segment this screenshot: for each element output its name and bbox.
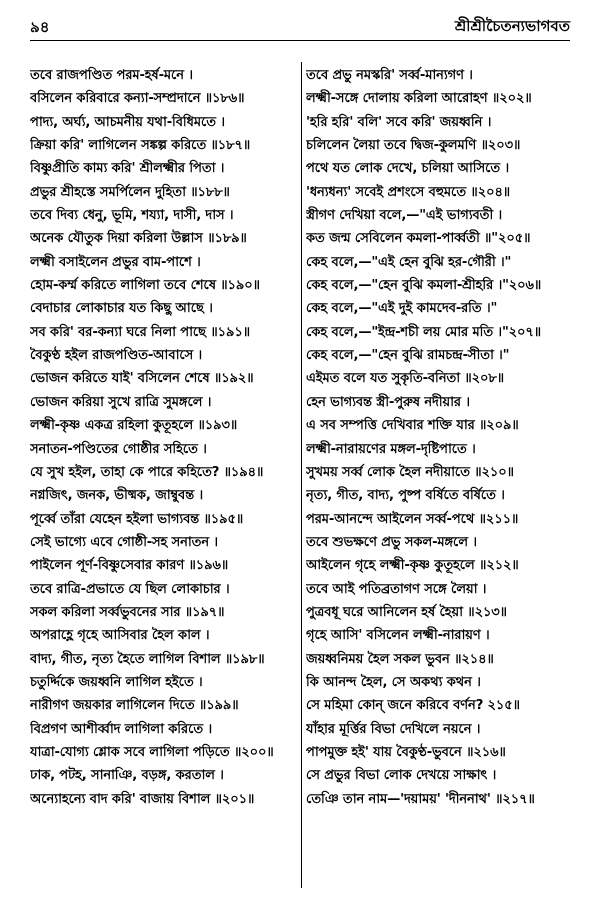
verse-line: বসিলেন করিবারে কন্যা-সম্প্রদানে ॥১৮৬॥ [30,91,245,107]
verse-line: গৃহে আসি' বসিলেন লক্ষ্মী-নারায়ণ । [306,628,490,644]
verse-line: স্ত্রীগণ দেখিয়া বলে,—"এই ভাগ্যবতী । [306,208,502,224]
verse-line: সব করি' বর-কন্যা ঘরে নিলা পাছে ॥১৯১॥ [30,324,250,340]
verse-line: কি আনন্দ হৈল, সে অকথ্য কথন । [306,674,481,690]
verse-line: নৃত্য, গীত, বাদ্য, পুষ্প বর্ষিতে বর্ষিতে । [306,488,505,504]
verse-line: পথে যত লোক দেখে, চলিয়া আসিতে । [306,161,509,177]
verse-line: বেদাচার লোকাচার যত কিছু আছে । [30,301,213,317]
verse-line: পাইলেন পূর্ণ-বিষ্ণুসেবার কারণ ॥১৯৬॥ [30,558,229,574]
verse-line: লক্ষ্মী-সঙ্গে দোলায় করিলা আরোহণ ॥২০২॥ [306,91,532,107]
verse-line: অপরাহ্ণে গৃহে আসিবার হৈল কাল । [30,628,210,644]
verse-line: যাঁহার মূর্ত্তির বিভা দেখিলে নয়নে । [306,721,481,737]
left-verse-column [30,64,298,811]
page-header [30,12,570,40]
verse-line: অন্যোহন্যে বাদ করি' বাজায় বিশাল ॥২০১॥ [30,791,255,807]
verse-line: বাদ্য, গীত, নৃত্য হৈতে লাগিল বিশাল ॥১৯৮॥ [30,651,265,667]
verse-line: যাত্রা-যোগ্য শ্লোক সবে লাগিলা পড়িতে ॥২০০॥ [30,744,274,760]
verse-line: পাদ্য, অর্ঘ্য, আচমনীয় যথা-বিধিমতে । [30,114,225,130]
verse-line: পূর্ব্বে তাঁরা যেহেন হইলা ভাগ্যবন্ত ॥১৯৫॥ [30,511,244,527]
verse-line: সেই ভাগ্যে এবে গোষ্ঠী-সহ সনাতন । [30,534,218,550]
verse-line: লক্ষ্মী-কৃষ্ণ একত্র রহিলা কুতূহলে ॥১৯৩॥ [30,418,238,434]
page-number: ৯৪ [30,18,50,36]
verse-line: চতুর্দ্দিকে জয়ধ্বনি লাগিল হইতে । [30,674,203,690]
verse-line: নারীগণ জয়কার লাগিলেন দিতে ॥১৯৯॥ [30,698,239,714]
verse-line: তবে রাত্রি-প্রভাতে যে ছিল লোকাচার । [30,581,230,597]
verse-line: সনাতন-পণ্ডিতের গোষ্ঠীর সহিতে । [30,441,207,457]
verse-line: ক্রিয়া করি' লাগিলেন সঙ্কল্প করিতে ॥১৮৭॥ [30,138,251,154]
verse-line: পুত্রবধূ ঘরে আনিলেন হর্ষ হৈয়া ॥২১৩॥ [306,604,507,620]
verse-line: তেঞি তান নাম—'দয়াময়' 'দীননাথ' ॥২১৭॥ [306,791,535,807]
verse-line: হোম-কর্ম্ম করিতে লাগিলা তবে শেষে ॥১৯০॥ [30,278,260,294]
verse-line: ভোজন করিতে যাই' বসিলেন শেষে ॥১৯২॥ [30,371,254,387]
verse-line: কেহ বলে,—"ইন্দ্র-শচী লয় মোর মতি ।"২০৭॥ [306,324,541,340]
verse-line: ভোজন করিয়া সুখে রাত্রি সুমঙ্গলে । [30,394,212,410]
right-verse-column [306,64,576,811]
verse-line: তবে রাজপণ্ডিত পরম-হর্ষ-মনে । [30,68,193,83]
verse-line: 'হরি হরি' বলি' সবে করি' জয়ধ্বনি । [306,114,492,130]
verse-line: ঢাক, পটহ, সানাঞি, বড়ঙ্গ, করতাল । [30,768,224,784]
verse-line: প্রভুর শ্রীহস্তে সমর্পিলেন দুহিতা ॥১৮৮॥ [30,184,230,200]
verse-line: সে প্রভুর বিভা লোক দেখয়ে সাক্ষাৎ । [306,768,497,784]
verse-line: কেহ বলে,—"হেন বুঝি রামচন্দ্র-সীতা ।" [306,348,510,364]
verse-line: চলিলেন লৈয়া তবে দ্বিজ-কুলমণি ॥২০৩॥ [306,138,521,154]
verse-line: তবে আই পতিব্রতাগণ সঙ্গে লৈয়া । [306,581,487,597]
header-rule [30,40,570,41]
column-divider [301,62,302,888]
verse-line: সুখময় সর্ব্ব লোক হৈল নদীয়াতে ॥২১০॥ [306,464,514,480]
verse-line: লক্ষ্মী-নারায়ণের মঙ্গল-দৃষ্টিপাতে । [306,441,476,457]
verse-line: জয়ধ্বনিময় হৈল সকল ভুবন ॥২১৪॥ [306,651,494,667]
verse-line: এইমত বলে যত সুকৃতি-বনিতা ॥২০৮॥ [306,371,505,387]
verse-line: এ সব সম্পত্তি দেখিবার শক্তি যার ॥২০৯॥ [306,418,519,434]
verse-line: কেহ বলে,—"এই হেন বুঝি হর-গৌরী ।" [306,254,512,270]
verse-line: সে মহিমা কোন্ জনে করিবে বর্ণন? ২১৫॥ [306,698,520,714]
verse-line: সকল করিলা সর্ব্বভুবনের সার ॥১৯৭॥ [30,604,225,620]
verse-line: যে সুখ হইল, তাহা কে পারে কহিতে? ॥১৯৪॥ [30,464,264,480]
verse-line: বৈকুণ্ঠ হইল রাজপণ্ডিত-আবাসে । [30,348,203,364]
verse-line: লক্ষ্মী বসাইলেন প্রভুর বাম-পাশে । [30,254,201,270]
running-title: শ্রীশ্রীচৈতন্যভাগবত [454,17,570,35]
verse-line: নগ্নজিৎ, জনক, ভীষ্মক, জাম্বুবন্ত । [30,488,203,504]
verse-line: আইলেন গৃহে লক্ষ্মী-কৃষ্ণ কুতূহলে ॥২১২॥ [306,558,519,574]
verse-line: বিপ্রগণ আশীর্ব্বাদ লাগিলা করিতে । [30,721,213,737]
verse-line: তবে প্রভু নমস্করি' সর্ব্ব-মান্যগণ । [306,68,473,83]
verse-line: তবে শুভক্ষণে প্রভু সকল-মঙ্গলে । [306,534,477,550]
verse-line: পরম-আনন্দে আইলেন সর্ব্ব-পথে ॥২১১॥ [306,511,519,527]
verse-line: কত জন্ম সেবিলেন কমলা-পার্ব্বতী ॥"২০৫॥ [306,231,531,247]
verse-line: বিষ্ণুপ্রীতি কাম্য করি' শ্রীলক্ষ্মীর পিতা । [30,161,225,177]
verse-line: পাপমুক্ত হই' যায় বৈকুণ্ঠ-ভুবনে ॥২১৬॥ [306,744,506,760]
verse-line: তবে দিব্য ধেনু, ভূমি, শয্যা, দাসী, দাস । [30,208,234,224]
verse-line: কেহ বলে,—"হেন বুঝি কমলা-শ্রীহরি ।"২০৬॥ [306,278,542,294]
verse-line: কেহ বলে,—"এই দুই কামদেব-রতি ।" [306,301,498,317]
verse-line: 'ধন্যধন্য' সবেই প্রশংসে বহুমতে ॥২০৪॥ [306,184,511,200]
verse-line: অনেক যৌতুক দিয়া করিলা উল্লাস ॥১৮৯॥ [30,231,247,247]
verse-line: হেন ভাগ্যবন্ত স্ত্রী-পুরুষ নদীয়ার । [306,394,470,410]
